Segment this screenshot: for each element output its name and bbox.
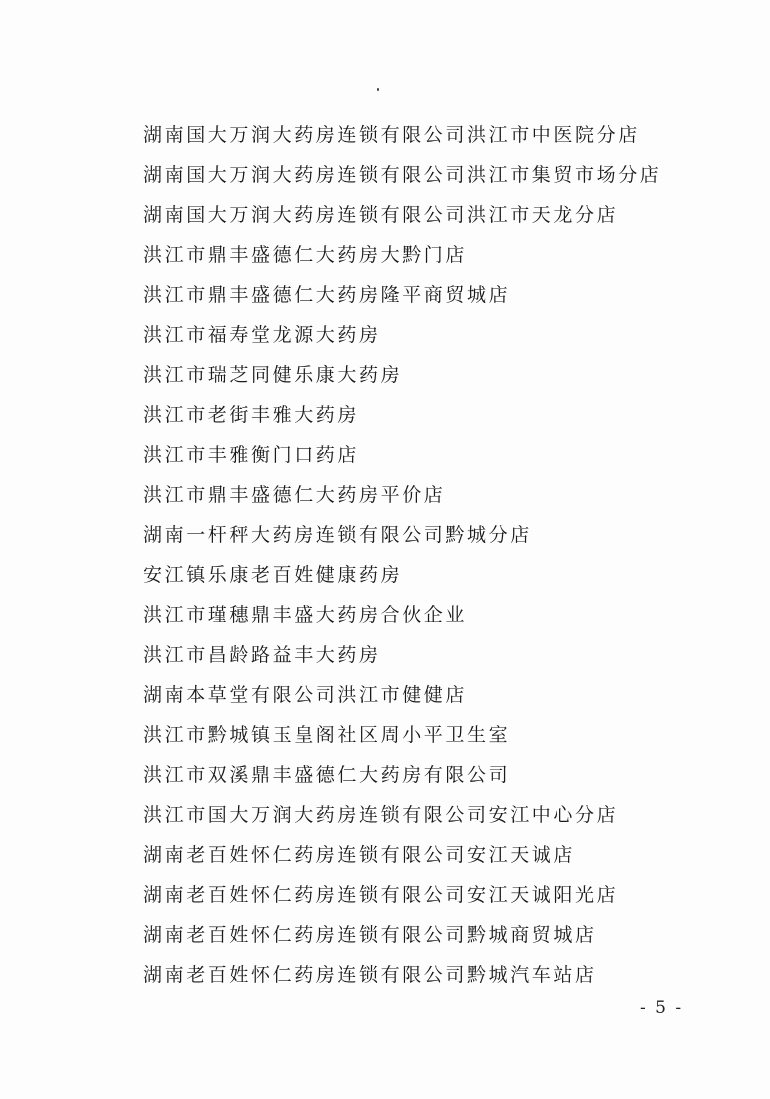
list-item: 湖南国大万润大药房连锁有限公司洪江市中医院分店 xyxy=(143,124,640,146)
list-item: 洪江市鼎丰盛德仁大药房平价店 xyxy=(143,484,446,506)
list-item: 洪江市昌龄路益丰大药房 xyxy=(143,644,381,666)
list-item: 洪江市瑞芝同健乐康大药房 xyxy=(143,364,403,386)
list-item: 湖南国大万润大药房连锁有限公司洪江市集贸市场分店 xyxy=(143,164,662,186)
list-item: 洪江市老街丰雅大药房 xyxy=(143,404,360,426)
list-item: 洪江市国大万润大药房连锁有限公司安江中心分店 xyxy=(143,804,619,826)
scan-speck xyxy=(377,88,379,91)
list-item: 湖南老百姓怀仁药房连锁有限公司黔城汽车站店 xyxy=(143,964,597,986)
list-item: 湖南一杆秤大药房连锁有限公司黔城分店 xyxy=(143,524,532,546)
list-item: 湖南老百姓怀仁药房连锁有限公司安江天诚店 xyxy=(143,844,576,866)
list-item: 洪江市瑾穗鼎丰盛大药房合伙企业 xyxy=(143,604,468,626)
list-item: 洪江市黔城镇玉皇阁社区周小平卫生室 xyxy=(143,724,511,746)
list-item: 洪江市鼎丰盛德仁大药房隆平商贸城店 xyxy=(143,284,511,306)
pharmacy-list xyxy=(143,115,661,995)
list-item: 湖南本草堂有限公司洪江市健健店 xyxy=(143,684,468,706)
list-item: 洪江市福寿堂龙源大药房 xyxy=(143,324,381,346)
list-item: 洪江市鼎丰盛德仁大药房大黔门店 xyxy=(143,244,468,266)
page-number: - 5 - xyxy=(640,998,684,1018)
list-item: 湖南国大万润大药房连锁有限公司洪江市天龙分店 xyxy=(143,204,619,226)
list-item: 湖南老百姓怀仁药房连锁有限公司黔城商贸城店 xyxy=(143,924,597,946)
list-item: 湖南老百姓怀仁药房连锁有限公司安江天诚阳光店 xyxy=(143,884,619,906)
list-item: 洪江市双溪鼎丰盛德仁大药房有限公司 xyxy=(143,764,511,786)
list-item: 洪江市丰雅衡门口药店 xyxy=(143,444,360,466)
list-item: 安江镇乐康老百姓健康药房 xyxy=(143,564,403,586)
